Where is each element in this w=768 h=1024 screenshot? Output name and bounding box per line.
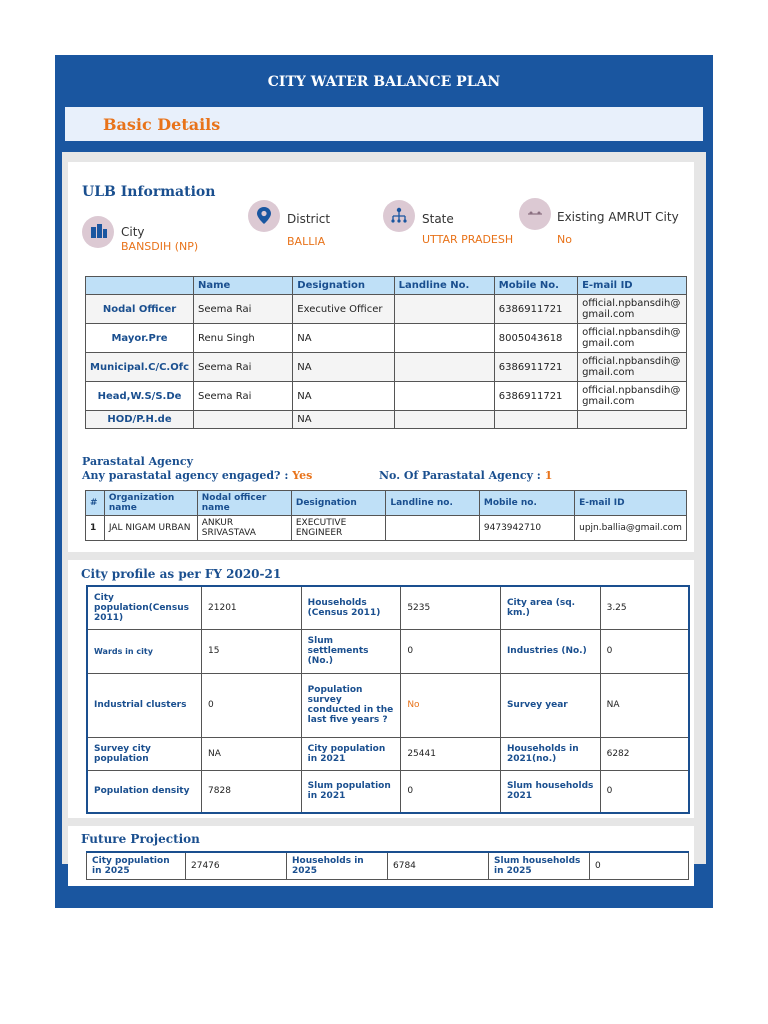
amrut-icon (519, 198, 551, 230)
district-label: District (287, 212, 331, 226)
email-cell: official.npbansdih@ gmail.com (578, 353, 687, 382)
designation-cell: NA (293, 324, 394, 353)
state-network-icon (383, 200, 415, 232)
engaged-label: Any parastatal agency engaged? : (82, 469, 289, 482)
officials-table (85, 276, 687, 429)
basic-details-bar (65, 107, 703, 141)
future-projection-table (86, 851, 689, 880)
parastatal-header-row (86, 491, 687, 516)
profile-value: 0 (401, 770, 501, 813)
mobile-cell: 6386911721 (494, 382, 577, 411)
email-cell: official.npbansdih@ gmail.com (578, 324, 687, 353)
city-value: BANSDIH (NP) (121, 240, 199, 253)
organization-cell: JAL NIGAM URBAN (104, 516, 197, 541)
profile-key: Wards in city (87, 629, 202, 673)
profile-value: 3.25 (600, 586, 689, 629)
landline-cell (394, 353, 494, 382)
profile-key: Households (Census 2011) (301, 586, 401, 629)
ulb-heading: ULB Information (82, 184, 216, 200)
profile-value: 15 (202, 629, 302, 673)
profile-key: Households in 2021(no.) (500, 737, 600, 770)
district-value: BALLIA (287, 235, 326, 248)
amrut-label: Existing AMRUT City (557, 210, 679, 224)
profile-value: 21201 (202, 586, 302, 629)
amrut-value: No (557, 233, 572, 246)
engaged-value: Yes (292, 469, 313, 482)
role-cell: Head,W.S/S.De (86, 382, 194, 411)
parastatal-header: Nodal officer name (197, 491, 291, 516)
mobile-cell (494, 411, 577, 429)
parastatal-header: Landline no. (386, 491, 480, 516)
designation-cell: NA (293, 411, 394, 429)
location-pin-icon (248, 200, 280, 232)
basic-details-title: Basic Details (103, 115, 221, 134)
future-key: Households in 2025 (287, 852, 388, 879)
officials-header: Designation (293, 277, 394, 295)
profile-value: 0 (600, 770, 689, 813)
parastatal-header: E-mail ID (575, 491, 687, 516)
table-row (86, 324, 687, 353)
city-profile-table (86, 585, 690, 814)
landline-cell (394, 411, 494, 429)
profile-value: 25441 (401, 737, 501, 770)
page-title: CITY WATER BALANCE PLAN (267, 74, 501, 90)
role-cell: Municipal.C/C.Ofc (86, 353, 194, 382)
designation-cell: EXECUTIVE ENGINEER (291, 516, 386, 541)
landline-cell (394, 295, 494, 324)
future-value: 6784 (388, 852, 489, 879)
table-row (86, 295, 687, 324)
profile-value: 6282 (600, 737, 689, 770)
table-row (87, 737, 689, 770)
mobile-cell: 8005043618 (494, 324, 577, 353)
state-label: State (422, 212, 454, 226)
future-value: 0 (590, 852, 689, 879)
table-row (87, 852, 689, 879)
future-key: City population in 2025 (87, 852, 186, 879)
parastatal-engaged (82, 469, 312, 482)
officials-header: Mobile No. (494, 277, 577, 295)
landline-cell (394, 382, 494, 411)
designation-cell: NA (293, 353, 394, 382)
name-cell: Renu Singh (194, 324, 293, 353)
email-cell: official.npbansdih@ gmail.com (578, 382, 687, 411)
parastatal-table (85, 490, 687, 541)
profile-key: City population in 2021 (301, 737, 401, 770)
mobile-cell: 6386911721 (494, 295, 577, 324)
profile-value: 0 (401, 629, 501, 673)
table-row (87, 770, 689, 813)
profile-key: Slum households 2021 (500, 770, 600, 813)
ulb-panel (68, 162, 694, 552)
profile-value: 0 (202, 673, 302, 737)
mobile-cell: 6386911721 (494, 353, 577, 382)
officials-header: E-mail ID (578, 277, 687, 295)
role-cell: Nodal Officer (86, 295, 194, 324)
table-row (86, 382, 687, 411)
designation-cell: Executive Officer (293, 295, 394, 324)
officials-header (86, 277, 194, 295)
table-row (86, 516, 687, 541)
officials-header: Name (194, 277, 293, 295)
table-row (87, 629, 689, 673)
mobile-cell: 9473942710 (479, 516, 574, 541)
profile-key: City area (sq. km.) (500, 586, 600, 629)
email-cell: upjn.ballia@gmail.com (575, 516, 687, 541)
officer-cell: ANKUR SRIVASTAVA (197, 516, 291, 541)
officials-header-row (86, 277, 687, 295)
name-cell (194, 411, 293, 429)
designation-cell: NA (293, 382, 394, 411)
count-value: 1 (544, 469, 553, 482)
email-cell: official.npbansdih@ gmail.com (578, 295, 687, 324)
state-value: UTTAR PRADESH (422, 233, 514, 246)
profile-value: NA (600, 673, 689, 737)
parastatal-header: Designation (291, 491, 386, 516)
parastatal-header: Organization name (104, 491, 197, 516)
officials-header: Landline No. (394, 277, 494, 295)
future-key: Slum households in 2025 (489, 852, 590, 879)
profile-key: Industrial clusters (87, 673, 202, 737)
name-cell: Seema Rai (194, 353, 293, 382)
parastatal-header: Mobile no. (479, 491, 574, 516)
table-row (86, 353, 687, 382)
role-cell: Mayor.Pre (86, 324, 194, 353)
city-icon (82, 216, 114, 248)
future-value: 27476 (186, 852, 287, 879)
main-panel (62, 152, 706, 876)
profile-key: Slum population in 2021 (301, 770, 401, 813)
landline-cell (386, 516, 480, 541)
profile-value: NA (202, 737, 302, 770)
table-row (86, 411, 687, 429)
table-row (87, 673, 689, 737)
city-label: City (121, 225, 145, 239)
landline-cell (394, 324, 494, 353)
future-heading: Future Projection (81, 832, 200, 846)
parastatal-header: # (86, 491, 105, 516)
profile-value: 5235 (401, 586, 501, 629)
role-cell: HOD/P.H.de (86, 411, 194, 429)
profile-value: No (401, 673, 501, 737)
parastatal-heading: Parastatal Agency (82, 455, 193, 468)
profile-heading: City profile as per FY 2020-21 (81, 567, 282, 581)
profile-key: Population density (87, 770, 202, 813)
profile-key: Population survey conducted in the last five years ? (301, 673, 401, 737)
serial-cell: 1 (86, 516, 105, 541)
profile-value: 0 (600, 629, 689, 673)
profile-value: 7828 (202, 770, 302, 813)
city-profile-panel (68, 560, 694, 818)
future-projection-panel (68, 826, 694, 886)
count-label: No. Of Parastatal Agency : (379, 469, 541, 482)
email-cell (578, 411, 687, 429)
profile-key: Slum settlements (No.) (301, 629, 401, 673)
profile-key: City population(Census 2011) (87, 586, 202, 629)
name-cell: Seema Rai (194, 382, 293, 411)
name-cell: Seema Rai (194, 295, 293, 324)
table-row (87, 586, 689, 629)
profile-key: Industries (No.) (500, 629, 600, 673)
profile-key: Survey city population (87, 737, 202, 770)
parastatal-count (379, 469, 552, 482)
profile-key: Survey year (500, 673, 600, 737)
report-frame (55, 55, 713, 908)
